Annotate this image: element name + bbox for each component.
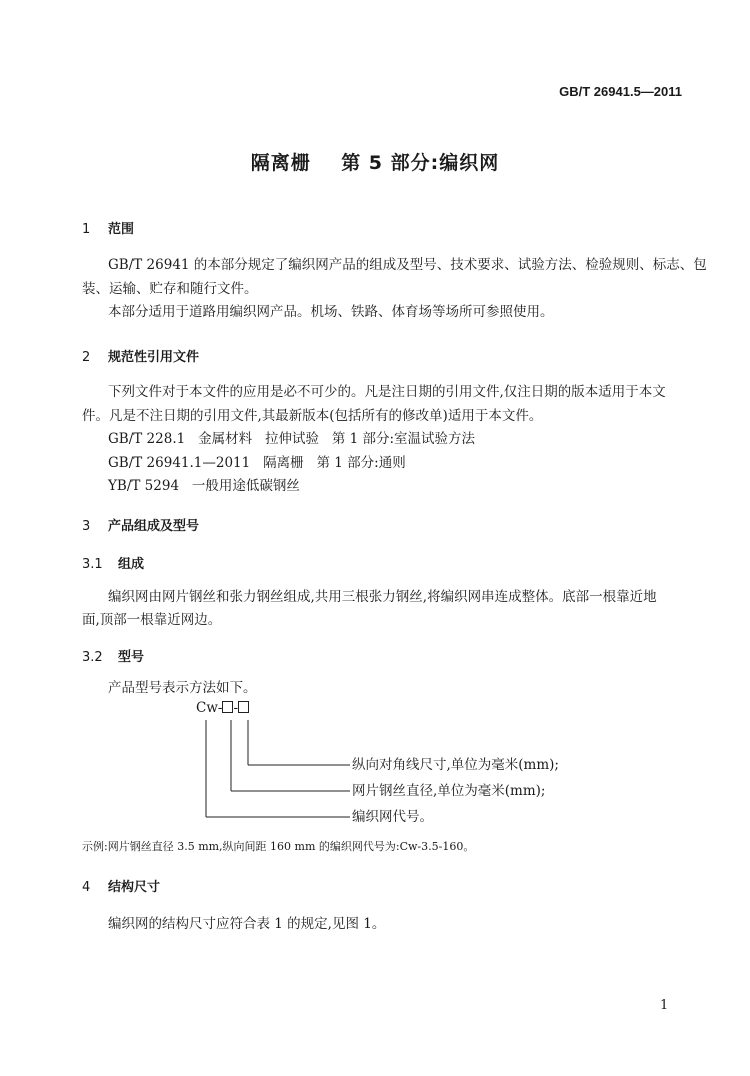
subsection-3-1-heading	[82, 553, 144, 572]
section-title: 范围	[108, 222, 135, 237]
example-note: 示例:网片钢丝直径 3.5 mm,纵向间距 160 mm 的编织网代号为:Cw-3.5-160。	[82, 840, 475, 853]
label-wire-diameter: 网片钢丝直径,单位为毫米(mm);	[352, 783, 546, 799]
subsection-title: 型号	[118, 650, 145, 665]
normative-reference: GB/T 26941.1—2011 隔离栅 第 1 部分:通则	[108, 455, 406, 471]
section-4-heading	[82, 876, 160, 895]
section-number: 2	[82, 350, 91, 365]
s2-para-line1: 下列文件对于本文件的应用是必不可少的。凡是注日期的引用文件,仅注日期的版本适用于本文	[108, 384, 666, 400]
document-title: 隔离栅 第 5 部分:编织网	[250, 152, 500, 174]
code-separator: -	[233, 700, 239, 716]
section-2-heading	[82, 346, 199, 365]
standard-code: GB/T 26941.5—2011	[559, 84, 682, 99]
s1-para1-line1: GB/T 26941 的本部分规定了编织网产品的组成及型号、技术要求、试验方法、检验规则、标志、包	[108, 257, 707, 273]
s2-para-line2: 件。凡是不注日期的引用文件,其最新版本(包括所有的修改单)适用于本文件。	[82, 408, 543, 424]
subsection-3-2-heading	[82, 646, 144, 665]
label-mesh-code: 编织网代号。	[352, 809, 433, 825]
section-3-heading	[82, 515, 199, 534]
section-title: 规范性引用文件	[108, 350, 200, 365]
subsection-title: 组成	[118, 557, 145, 572]
diameter-placeholder-box	[222, 701, 233, 713]
section-number: 3	[82, 519, 91, 534]
section-number: 4	[82, 880, 91, 895]
s3-1-para-line1: 编织网由网片钢丝和张力钢丝组成,共用三根张力钢丝,将编织网串连成整体。底部一根靠近地	[108, 589, 657, 605]
section-title: 结构尺寸	[108, 880, 161, 895]
section-title: 产品组成及型号	[108, 519, 200, 534]
page-number: 1	[660, 998, 669, 1013]
subsection-number: 3.2	[82, 650, 103, 665]
label-longitudinal-diagonal: 纵向对角线尺寸,单位为毫米(mm);	[352, 757, 559, 773]
section-1-heading	[82, 218, 134, 237]
normative-reference: GB/T 228.1 金属材料 拉伸试验 第 1 部分:室温试验方法	[108, 431, 476, 447]
code-prefix: Cw-	[196, 700, 223, 716]
section-number: 1	[82, 222, 91, 237]
s3-2-intro: 产品型号表示方法如下。	[108, 680, 257, 696]
s3-1-para-line2: 面,顶部一根靠近网边。	[82, 612, 222, 628]
s1-para1-line2: 装、运输、贮存和随行文件。	[82, 281, 258, 297]
normative-reference: YB/T 5294 一般用途低碳钢丝	[108, 478, 300, 494]
s4-para: 编织网的结构尺寸应符合表 1 的规定,见图 1。	[108, 916, 386, 932]
spacing-placeholder-box	[238, 701, 249, 713]
s1-para2: 本部分适用于道路用编织网产品。机场、铁路、体育场等场所可参照使用。	[108, 304, 554, 320]
model-code	[196, 696, 249, 720]
subsection-number: 3.1	[82, 557, 103, 572]
